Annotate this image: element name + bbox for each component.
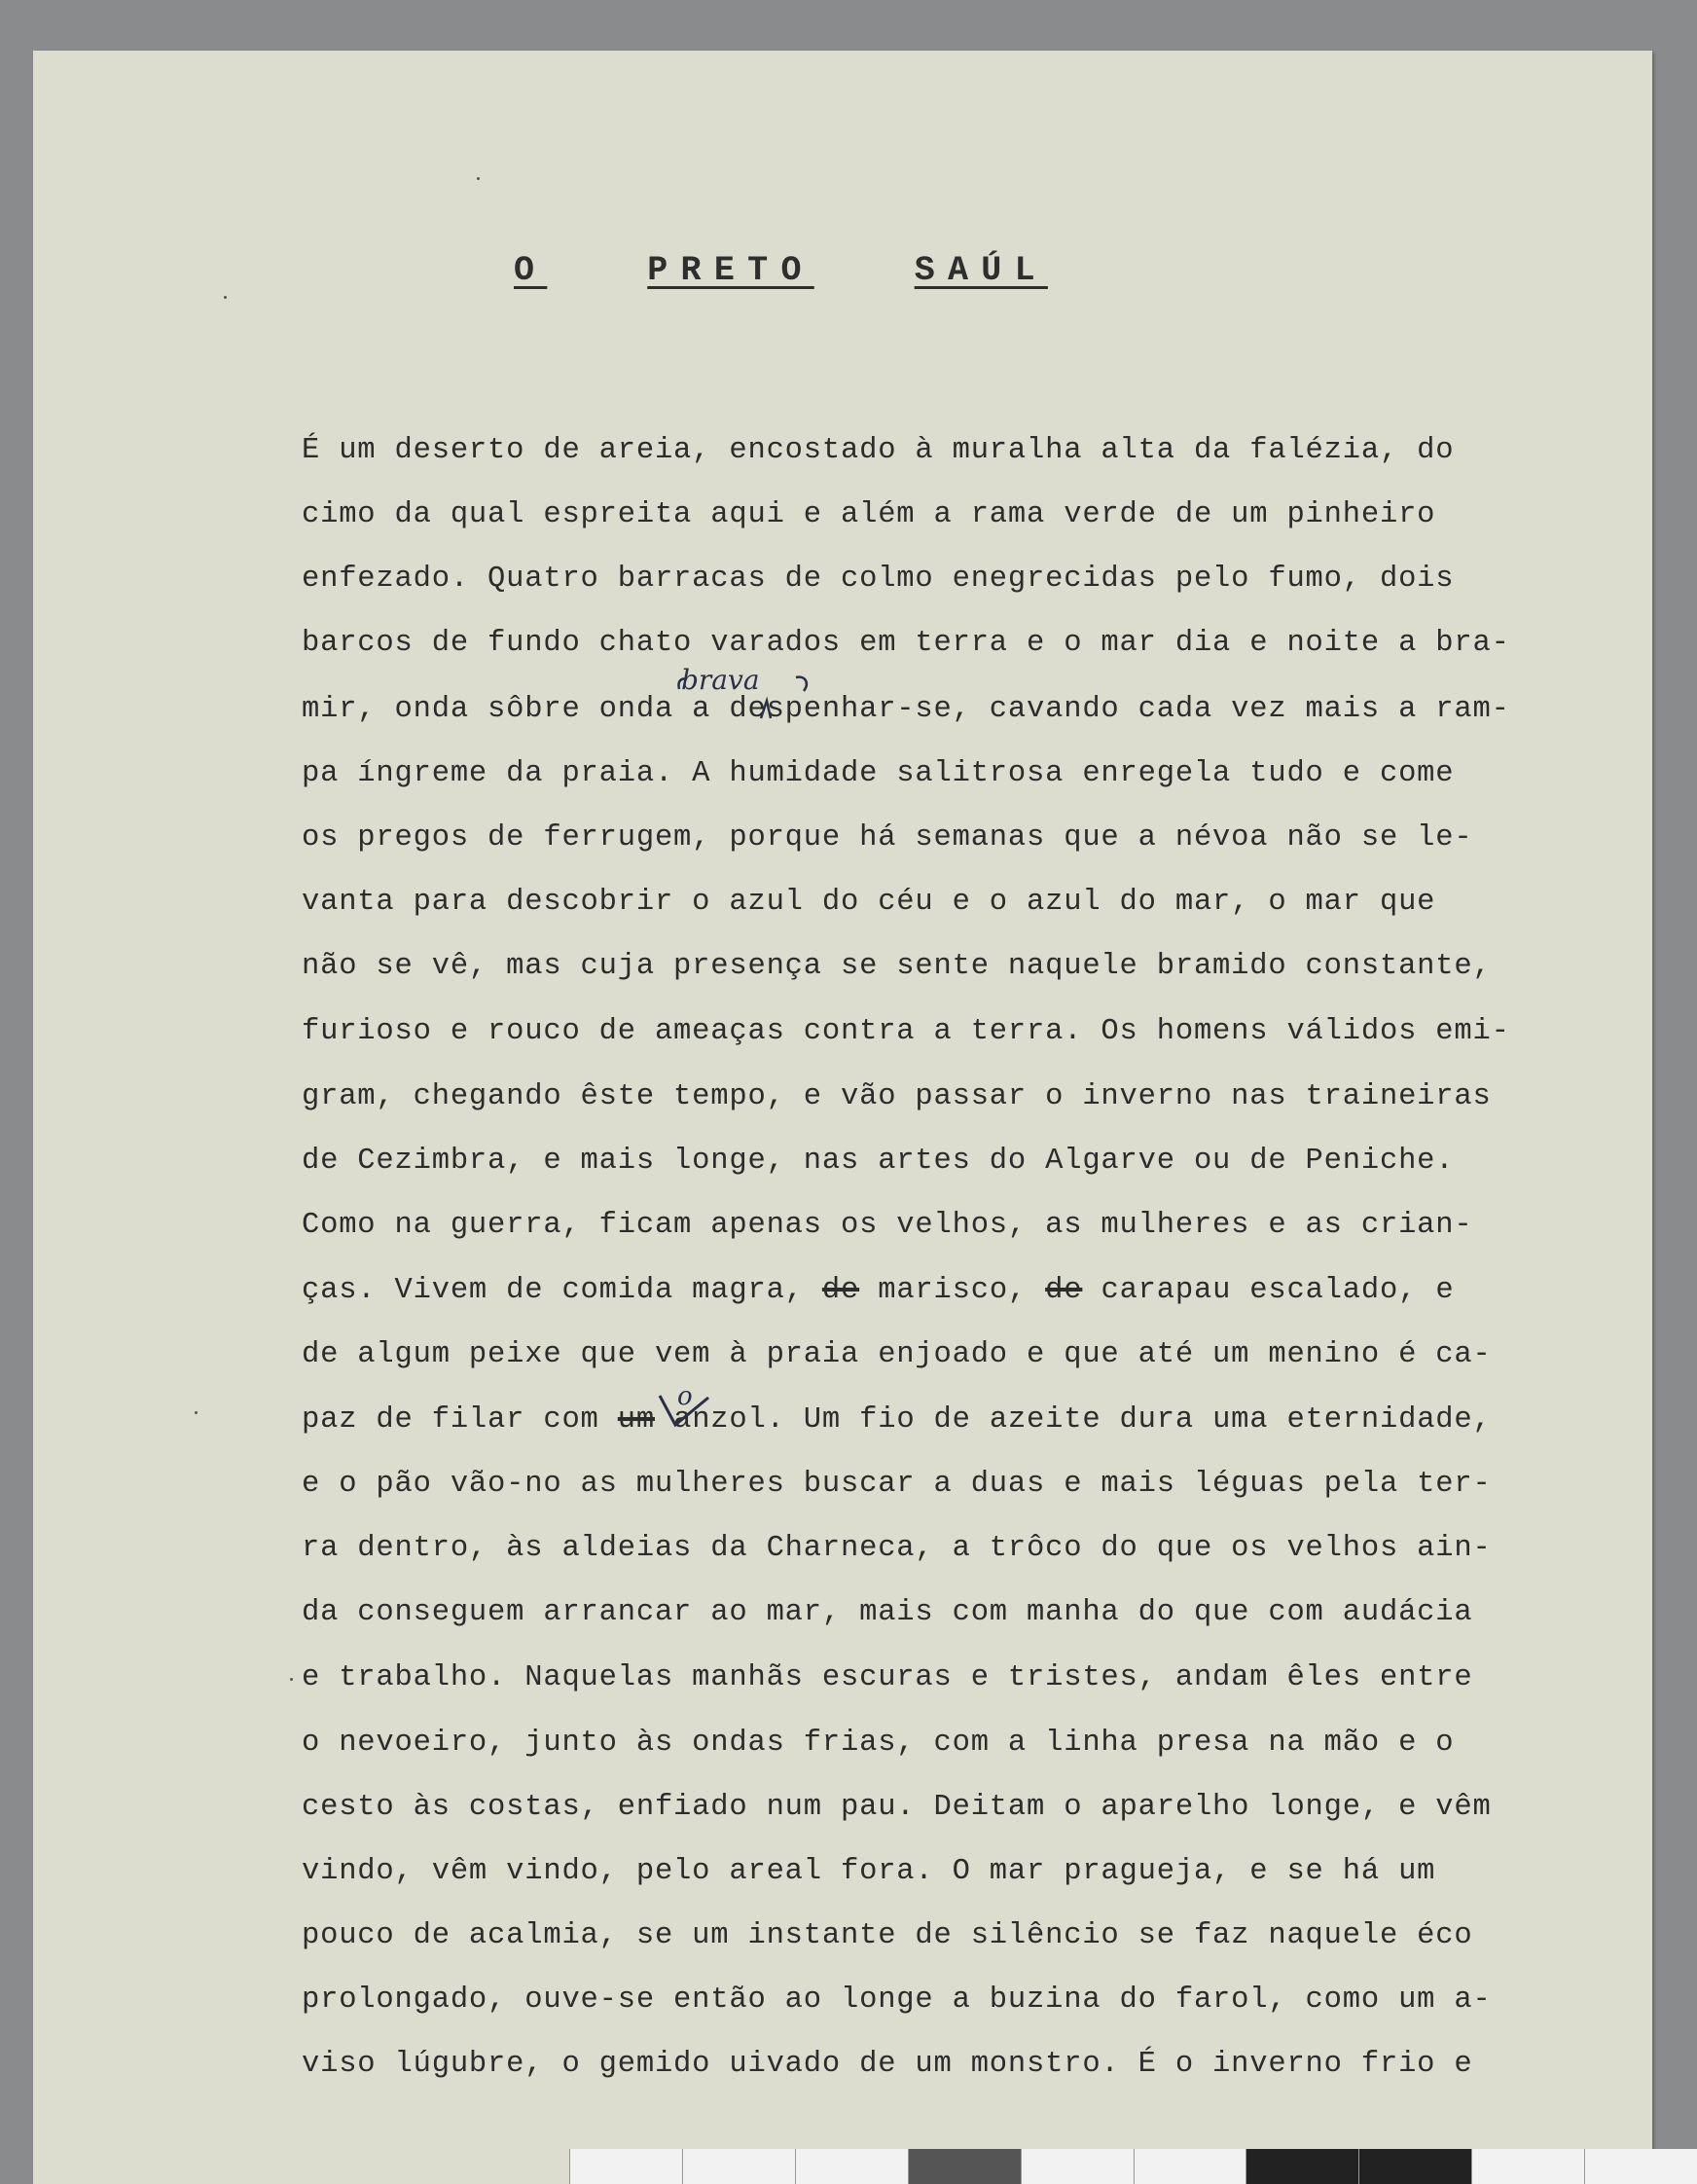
insert-caret-mark [671,672,827,730]
text-line: É um deserto de areia, encostado à muralha alta da falézia, do [302,434,1455,467]
handwritten-insert: o [677,1382,693,1411]
ruler-segment [1246,2149,1358,2184]
text-line: pouco de acalmia, se um instante de silêncio se faz naquele éco [302,1919,1473,1952]
handwritten-insert: brava [681,664,760,696]
struck-word: de [821,1274,860,1307]
text-line [302,1274,1454,1307]
text-line: os pregos de ferrugem, porque há semanas que a névoa não se le- [302,821,1473,855]
text-line: ra dentro, às aldeias da Charneca, a trôco do que os velhos ain- [302,1532,1492,1565]
scale-ruler [569,2149,1697,2184]
text-line: enfezado. Quatro barracas de colmo enegrecidas pelo fumo, dois [302,563,1455,596]
title-word-1: O [514,251,548,290]
ruler-segment [795,2149,908,2184]
text-line: vanta para descobrir o azul do céu e o azul do mar, o mar que [302,886,1436,919]
text-line [302,1403,1492,1437]
text-line: mir, onda sôbre onda a despenhar-se, cavando cada vez mais a ram- [302,693,1510,726]
text-line: barcos de fundo chato varados em terra e o mar dia e noite a bra- [302,627,1510,660]
struck-word: de [1045,1274,1083,1307]
struck-word: um [617,1403,655,1437]
paper-speck [195,1411,198,1414]
text-line: cesto às costas, enfiado num pau. Deitam o aparelho longe, e vêm [302,1791,1492,1824]
text-line: gram, chegando êste tempo, e vão passar o inverno nas traineiras [302,1080,1492,1113]
title-word-3: SAÚL [914,251,1048,290]
line-segment: anzol. Um fio de azeite dura uma eternidade, [654,1403,1492,1437]
text-line: pa íngreme da praia. A humidade salitrosa enregela tudo e come [302,757,1455,790]
text-line: de Cezimbra, e mais longe, nas artes do Algarve ou de Peniche. [302,1145,1455,1178]
ruler-segment [569,2149,682,2184]
text-line: vindo, vêm vindo, pelo areal fora. O mar pragueja, e se há um [302,1855,1436,1888]
text-line: de algum peixe que vem à praia enjoado e que até um menino é ca- [302,1338,1492,1371]
line-segment: ças. Vivem de comida magra, [302,1274,822,1307]
ruler-segment [1584,2149,1697,2184]
text-line: da conseguem arrancar ao mar, mais com manha do que com audácia [302,1596,1473,1629]
text-line: o nevoeiro, junto às ondas frias, com a linha presa na mão e o [302,1727,1455,1760]
ruler-segment [1471,2149,1584,2184]
text-line: e trabalho. Naquelas manhãs escuras e tristes, andam êles entre [302,1661,1473,1694]
text-line: prolongado, ouve-se então ao longe a buzina do farol, como um a- [302,1984,1492,2017]
paper-speck [477,177,480,180]
text-line: Como na guerra, ficam apenas os velhos, as mulheres e as crian- [302,1209,1473,1242]
line-segment: paz de filar com [302,1403,618,1437]
text-line: não se vê, mas cuja presença se sente naquele bramido constante, [302,950,1492,983]
line-segment: carapau escalado, e [1082,1274,1455,1307]
text-line: furioso e rouco de ameaças contra a terra. Os homens válidos emi- [302,1015,1510,1048]
ruler-segment [1134,2149,1246,2184]
title-word-2: PRETO [647,251,814,290]
paper-speck [290,1678,293,1681]
text-line: e o pão vão-no as mulheres buscar a duas e mais léguas pela ter- [302,1468,1492,1501]
line-segment: marisco, [859,1274,1046,1307]
ruler-segment [682,2149,795,2184]
ruler-segment [1358,2149,1471,2184]
text-line: viso lúgubre, o gemido uivado de um monstro. É o inverno frio e [302,2048,1473,2081]
text-line: cimo da qual espreita aqui e além a rama verde de um pinheiro [302,498,1436,531]
ruler-segment [908,2149,1021,2184]
page-title [514,251,1048,290]
paper-speck [224,296,227,299]
insert-caret-mark [654,1392,716,1431]
ruler-segment [1021,2149,1134,2184]
